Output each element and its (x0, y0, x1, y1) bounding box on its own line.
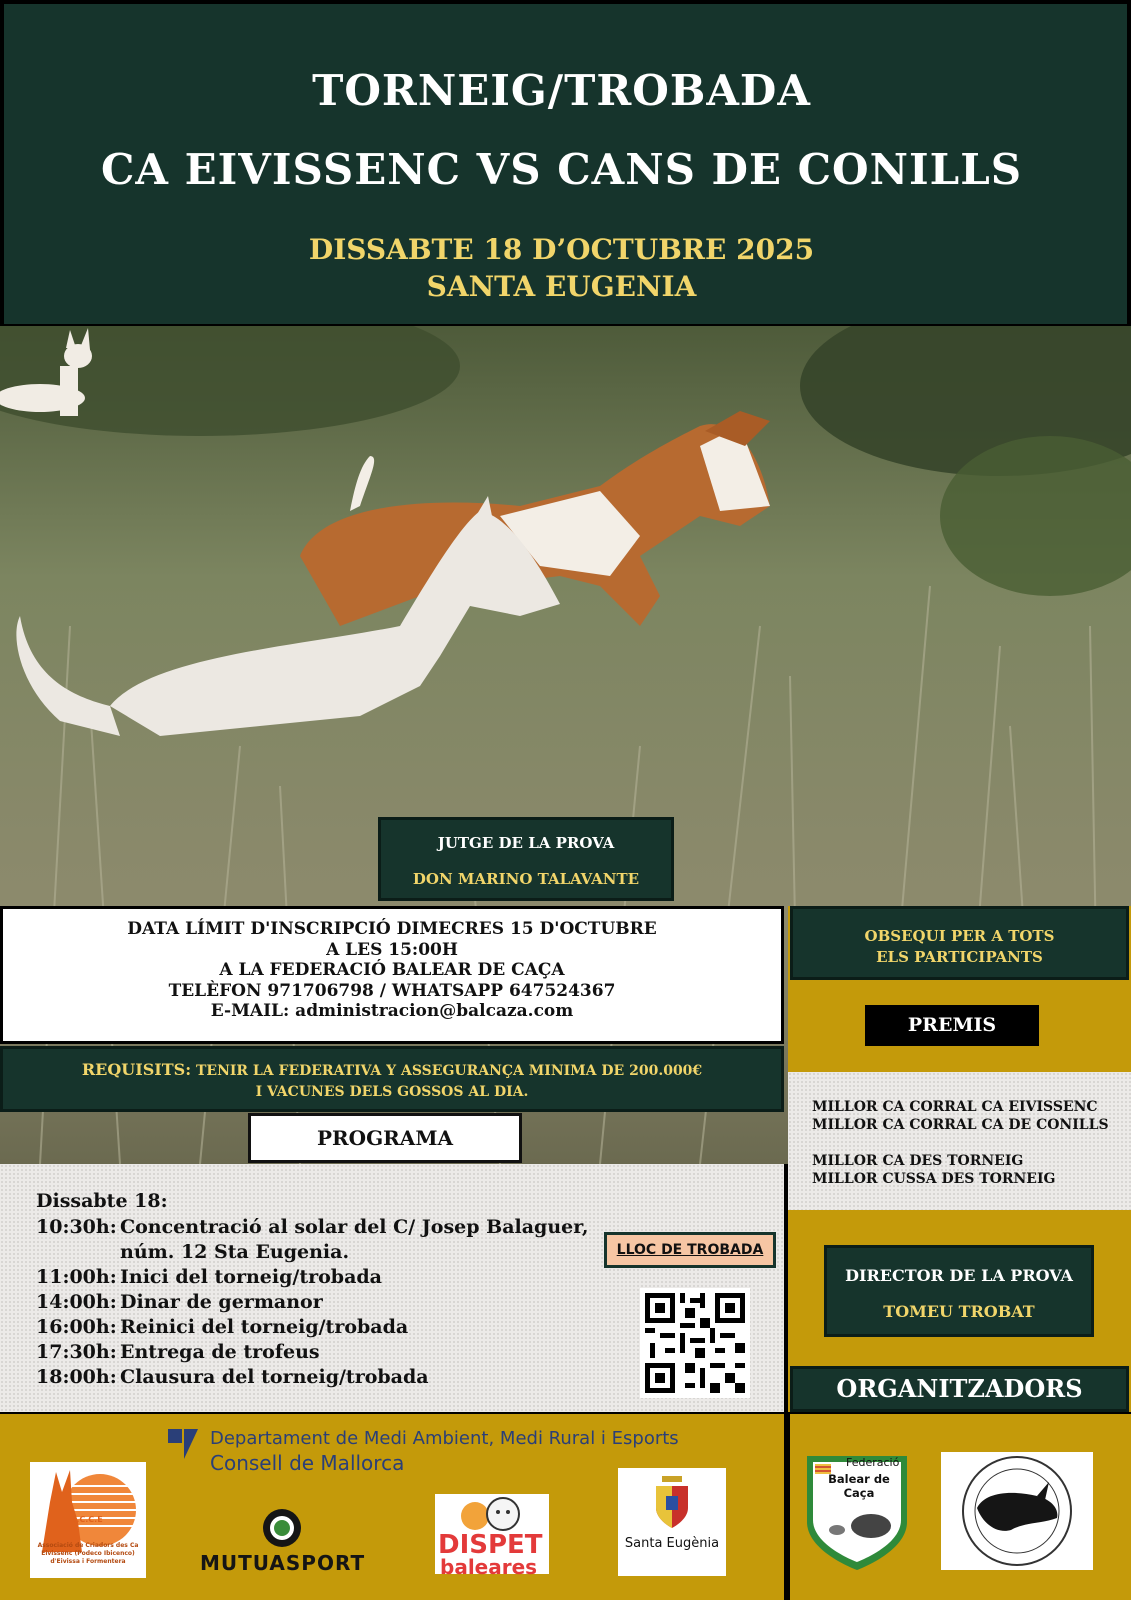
schedule-text: Dinar de germanor (120, 1291, 323, 1313)
federacio-label: Federació (846, 1456, 900, 1469)
schedule-item (36, 1266, 382, 1288)
acce-name: A.C.C.E (70, 1515, 103, 1524)
prizes-title: PREMIS (865, 1005, 1039, 1046)
prize-item: MILLOR CA CORRAL CA EIVISSENC (812, 1099, 1098, 1115)
event-place: SANTA EUGENIA (426, 270, 697, 303)
schedule-item (36, 1216, 588, 1238)
judge-name: DON MARINO TALAVANTE (412, 870, 640, 888)
santa-eugenia-name: Santa Eugènia (624, 1536, 720, 1551)
requirements-line-1: TENIR LA FEDERATIVA Y ASSEGURANÇA MINIMA DE 200.000€ (191, 1063, 703, 1079)
federacio-name: Balear de Caça (828, 1472, 890, 1500)
schedule-time: 11:00h: (36, 1266, 117, 1288)
registration-email[interactable]: E-MAIL: administracion@balcaza.com (210, 1001, 574, 1021)
registration-deadline: DATA LÍMIT D'INSCRIPCIÓ DIMECRES 15 D'OCTUBRE (127, 919, 657, 939)
judge-label: JUTGE DE LA PROVA (437, 834, 615, 852)
prize-item: MILLOR CA CORRAL CA DE CONILLS (812, 1117, 1109, 1133)
schedule-text: Clausura del torneig/trobada (120, 1366, 429, 1388)
director-box (824, 1245, 1094, 1337)
requirements-label: REQUISITS: (81, 1060, 192, 1079)
title-line-2: CA EIVISSENC VS CANS DE CONILLS (100, 145, 1023, 194)
schedule-time: 10:30h: (36, 1216, 117, 1238)
schedule-time: 16:00h: (36, 1316, 117, 1338)
prizes-panel (788, 1072, 1131, 1210)
schedule-time: 14:00h: (36, 1291, 117, 1313)
schedule-item (36, 1316, 408, 1338)
meeting-point-link[interactable]: LLOC DE TROBADA (604, 1232, 776, 1268)
schedule-item (36, 1291, 323, 1313)
schedule-item (36, 1241, 349, 1263)
acce-description: Associació de Criadors des Ca Eivissenc (Podeco Ibicenco) d'Eivissa i Formentera (37, 1542, 139, 1565)
director-name: TOMEU TROBAT (883, 1302, 1035, 1321)
department-name: Departament de Medi Ambient, Medi Rural i Esports (210, 1428, 679, 1449)
associacio-cans-conills-logo (941, 1452, 1093, 1570)
schedule-text: Inici del torneig/trobada (120, 1266, 382, 1288)
registration-time: A LES 15:00H (326, 939, 458, 960)
gift-line-2: ELS PARTICIPANTS (876, 948, 1043, 966)
mutuasport-logo-icon (262, 1508, 302, 1552)
requirements-line-2: I VACUNES DELS GOSSOS AL DIA. (255, 1084, 529, 1100)
consell-mallorca-logo-icon (168, 1429, 202, 1467)
registration-place: A LA FEDERACIÓ BALEAR DE CAÇA (219, 960, 565, 980)
federacio-balear-caca-logo (803, 1452, 911, 1574)
schedule-time: 18:00h: (36, 1366, 117, 1388)
gift-line-1: OBSEQUI PER A TOTS (864, 927, 1055, 945)
organizers-title: ORGANITZADORS (790, 1366, 1129, 1412)
dispet-region: baleares (440, 1555, 538, 1579)
schedule-time: 17:30h: (36, 1341, 117, 1363)
qr-code[interactable] (640, 1288, 750, 1398)
event-date: DISSABTE 18 D’OCTUBRE 2025 (308, 233, 815, 266)
schedule-item (36, 1341, 320, 1363)
schedule-text: Reinici del torneig/trobada (120, 1316, 409, 1338)
consell-name: Consell de Mallorca (210, 1451, 405, 1475)
programme-day: Dissabte 18: (36, 1190, 168, 1212)
schedule-item (36, 1366, 429, 1388)
judge-box (378, 817, 674, 901)
director-label: DIRECTOR DE LA PROVA (845, 1266, 1073, 1285)
schedule-text: Entrega de trofeus (120, 1341, 320, 1363)
schedule-text: núm. 12 Sta Eugenia. (120, 1241, 350, 1263)
santa-eugenia-logo (618, 1468, 726, 1576)
mutuasport-name: MUTUASPORT (200, 1551, 366, 1575)
prize-item: MILLOR CA DES TORNEIG (812, 1153, 1024, 1169)
schedule-text: Concentració al solar del C/ Josep Balaguer, (120, 1216, 589, 1238)
prize-item: MILLOR CUSSA DES TORNEIG (812, 1171, 1056, 1187)
dispet-name: DISPET (438, 1530, 543, 1560)
registration-phone: TELÈFON 971706798 / WHATSAPP 647524367 (168, 980, 616, 1001)
registration-box (0, 906, 784, 1044)
requirements-box (0, 1046, 784, 1112)
gift-box (790, 906, 1129, 980)
title-line-1: TORNEIG/TROBADA (312, 66, 811, 115)
programme-title: PROGRAMA (248, 1113, 522, 1163)
